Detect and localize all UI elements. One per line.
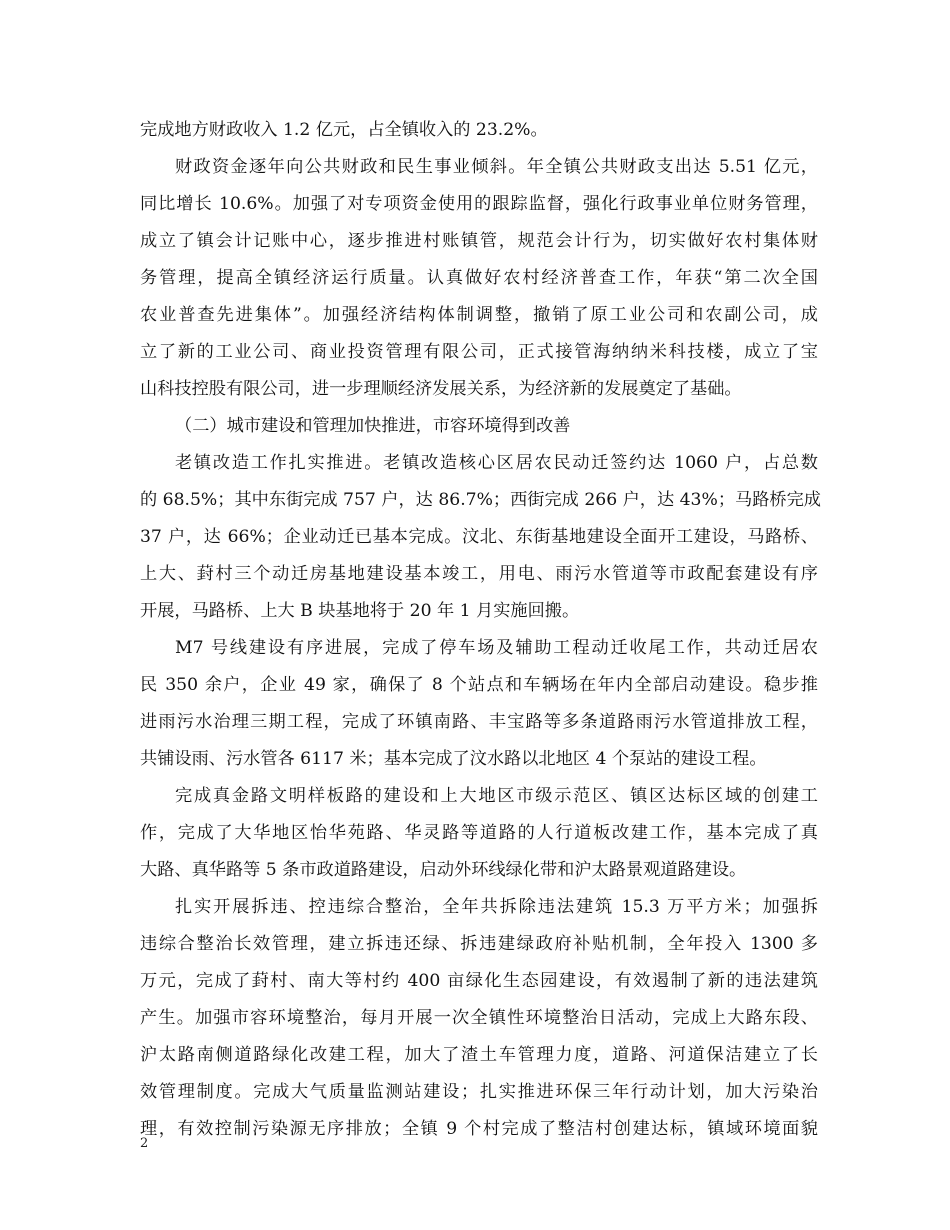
page-number: 2 bbox=[140, 1136, 149, 1151]
paragraph-line: 扎实开展拆违、控违综合整治，全年共拆除违法建筑 15.3 万平方米；加强拆 bbox=[175, 897, 818, 917]
paragraph-line: 同比增长 10.6%。加强了对专项资金使用的跟踪监督，强化行政事业单位财务管理， bbox=[140, 194, 818, 214]
paragraph-line: M7 号线建设有序进展，完成了停车场及辅助工程动迁收尾工作，共动迁居农 bbox=[175, 638, 818, 658]
paragraph-line: 成立了镇会计记账中心，逐步推进村账镇管，规范会计行为，切实做好农村集体财 bbox=[140, 231, 818, 251]
paragraph-line: 37 户，达 66%；企业动迁已基本完成。汶北、东街基地建设全面开工建设，马路桥、 bbox=[140, 527, 818, 547]
paragraph-line: 共铺设雨、污水管各 6117 米；基本完成了汶水路以北地区 4 个泵站的建设工程。 bbox=[140, 749, 767, 769]
paragraph-line: 上大、葑村三个动迁房基地建设基本竣工，用电、雨污水管道等市政配套建设有序 bbox=[140, 564, 818, 584]
paragraph-line: 万元，完成了葑村、南大等村约 400 亩绿化生态园建设，有效遏制了新的违法建筑 bbox=[140, 971, 818, 991]
paragraph-line: 理，有效控制污染源无序排放；全镇 9 个村完成了整洁村创建达标，镇域环境面貌 bbox=[140, 1119, 818, 1139]
paragraph-line: 进雨污水治理三期工程，完成了环镇南路、丰宝路等多条道路雨污水管道排放工程， bbox=[140, 712, 818, 732]
document-body bbox=[140, 112, 821, 1148]
paragraph-line: 完成地方财政收入 1.2 亿元，占全镇收入的 23.2%。 bbox=[140, 120, 548, 140]
paragraph-line: 完成真金路文明样板路的建设和上大地区市级示范区、镇区达标区域的创建工 bbox=[175, 786, 818, 806]
paragraph-line: 财政资金逐年向公共财政和民生事业倾斜。年全镇公共财政支出达 5.51 亿元， bbox=[175, 157, 818, 177]
section-heading: （二）城市建设和管理加快推进，市容环境得到改善 bbox=[175, 416, 571, 436]
paragraph-line: 山科技控股有限公司，进一步理顺经济发展关系，为经济新的发展奠定了基础。 bbox=[140, 379, 742, 399]
paragraph-line: 沪太路南侧道路绿化改建工程，加大了渣土车管理力度，道路、河道保洁建立了长 bbox=[140, 1045, 818, 1065]
paragraph-line: 违综合整治长效管理，建立拆违还绿、拆违建绿政府补贴机制，全年投入 1300 多 bbox=[140, 934, 818, 954]
paragraph-line: 的 68.5%；其中东街完成 757 户，达 86.7%；西街完成 266 户，达 43%；马路桥完成 bbox=[140, 490, 821, 510]
paragraph-line: 大路、真华路等 5 条市政道路建设，启动外环线绿化带和沪太路景观道路建设。 bbox=[140, 860, 747, 880]
paragraph-line: 民 350 余户，企业 49 家，确保了 8 个站点和车辆场在年内全部启动建设。稳步推 bbox=[140, 675, 818, 695]
paragraph-line: 产生。加强市容环境整治，每月开展一次全镇性环境整治日活动，完成上大路东段、 bbox=[140, 1008, 818, 1028]
paragraph-line: 效管理制度。完成大气质量监测站建设；扎实推进环保三年行动计划，加大污染治 bbox=[140, 1082, 818, 1102]
paragraph-line: 作，完成了大华地区怡华苑路、华灵路等道路的人行道板改建工作，基本完成了真 bbox=[140, 823, 818, 843]
paragraph-line: 务管理，提高全镇经济运行质量。认真做好农村经济普查工作，年获“第二次全国 bbox=[140, 268, 818, 288]
paragraph-line: 老镇改造工作扎实推进。老镇改造核心区居农民动迁签约达 1060 户，占总数 bbox=[175, 453, 818, 473]
paragraph-line: 立了新的工业公司、商业投资管理有限公司，正式接管海纳纳米科技楼，成立了宝 bbox=[140, 342, 818, 362]
paragraph-line: 开展，马路桥、上大 B 块基地将于 20 年 1 月实施回搬。 bbox=[140, 601, 580, 621]
paragraph-line: 农业普查先进集体”。加强经济结构体制调整，撤销了原工业公司和农副公司，成 bbox=[140, 305, 818, 325]
